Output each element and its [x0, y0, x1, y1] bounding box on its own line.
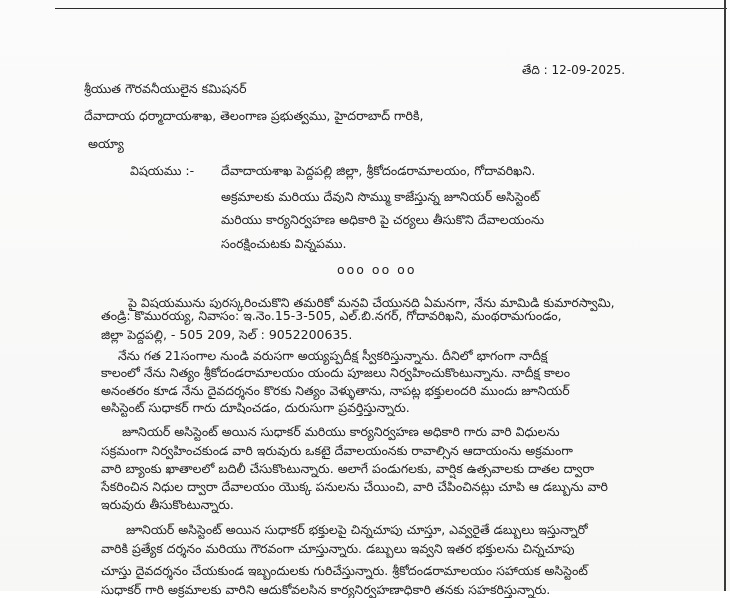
body-line-13: జూనియర్ అసిస్టెంట్ అయిన సుధాకర్ భక్తులపై చిన్నచూపు చూస్తూ, ఎవ్వరైతే డబ్బులు ఇస్తున్నారో: [126, 522, 588, 537]
body-line-11: సేకరించిన నిధుల ద్వారా దేవాలయం యొక్క పనులను చేయించి, వారి చేపించినట్లు చూపి ఆ డబ్బును వారి: [101, 479, 608, 494]
top-rule-line: [55, 8, 727, 9]
subject-label: విషయము :-: [130, 163, 195, 178]
section-divider: ooo oo oo: [337, 262, 417, 277]
body-line-6: అనంతరం కూడ నేను దైవదర్శనం కొరకు నిత్యం వెళ్ళుతాను, నాపట్ల భక్తులందరి ముందు జూనియర్: [101, 383, 570, 398]
body-line-16: సుధాకర్ గారి అక్రమాలకు వారిని ఆదుకోవలసిన కార్యనిర్వహణాధికారి తనకు సహకరిస్తున్నారు.: [101, 582, 551, 597]
body-line-12: ఇరువురు తీసుకొంటున్నారు.: [101, 497, 234, 512]
addressee-line-1: శ్రీయుత గౌరవనీయులైన కమిషనర్: [84, 81, 247, 96]
letter-date: తేది : 12-09-2025.: [522, 63, 626, 77]
page-edge-line: [724, 0, 726, 591]
body-line-4: నేను గత 21సంగాల నుండి వరుసగా అయ్యప్పదీక్ష స్వీకరిస్తున్నాను. దీనిలో భాగంగా నాదీక్ష: [118, 348, 548, 363]
subject-line-1: దేవాదాయశాఖ పెద్దపల్లి జిల్లా, శ్రీకోదండరామాలయం, గోదావరిఖని.: [221, 163, 536, 178]
body-line-1: పై విషయమును పురస్కరించుకొని తమరికో మనవి చేయునది ఏమనగా, నేను మామిడి కుమారస్వామి,: [128, 295, 615, 310]
body-line-14: వారికి ప్రత్యేక దర్శనం మరియు గౌరవంగా చూస్తున్నారు. డబ్బులు ఇవ్వని ఇతర భక్తులను చిన్నచూపు: [101, 541, 575, 556]
body-line-7: అసిస్టెంట్ సుధాకర్ గారు దూషించడం, దురుసుగా ప్రవర్తిస్తున్నారు.: [101, 400, 410, 415]
body-line-9: సక్రమంగా నిర్వహించకుండ వారి ఇరువురు ఒకటై దేవాలయంనకు రావాల్సిన ఆదాయంను అక్రమంగా: [101, 443, 573, 458]
body-line-15: చూస్తు దైవదర్శనం చేయకుండ ఇబ్బందులకు గురిచేస్తున్నారు. శ్రీకోదండరామాలయం సహాయక అసిస్టెంట్: [101, 563, 588, 578]
body-line-8: జూనియర్ అసిస్టెంట్ అయిన సుధాకర్ మరియు కార్యనిర్వహణ అధికారి గారు వారి విధులను: [122, 424, 560, 439]
salutation: అయ్యా: [88, 136, 124, 151]
body-line-2: తండ్రి: కొమురయ్య, నివాసం: ఇ.నెం.15-3-505, ఎల్.బి.నగర్, గోదావరిఖని, మంథరామగుండం,: [101, 308, 562, 323]
body-line-3: జిల్లా పెద్దపల్లి, - 505 209, సెల్ : 9052200635.: [101, 327, 353, 342]
subject-line-4: సంరక్షించుటకు విన్నపము.: [221, 236, 347, 251]
subject-line-2: అక్రమాలకు మరియు దేవుని సొమ్ము కాజేస్తున్న జూనియర్ అసిస్టెంట్: [221, 189, 540, 204]
body-line-10: వారి బ్యాంకు ఖాతాలలో బదిలీ చేసుకొంటున్నారు. అలాగే పండుగలకు, వార్షిక ఉత్సవాలకు దాతల ద్వారా: [101, 461, 595, 476]
addressee-line-2: దేవాదాయ ధర్మాదాయశాఖ, తెలంగాణ ప్రభుత్వము, హైదరాబాద్ గారికి,: [84, 108, 424, 123]
body-line-5: కాలంలో నేను నిత్యం శ్రీకోదండరామాలయం యందు పూజలు నిర్వహించుకొంటున్నాను. నాదీక్ష కాలం: [101, 365, 571, 380]
subject-line-3: మరియు కార్యనిర్వహణ అధికారి పై చర్యలు తీసుకొని దేవాలయంను: [221, 212, 545, 227]
